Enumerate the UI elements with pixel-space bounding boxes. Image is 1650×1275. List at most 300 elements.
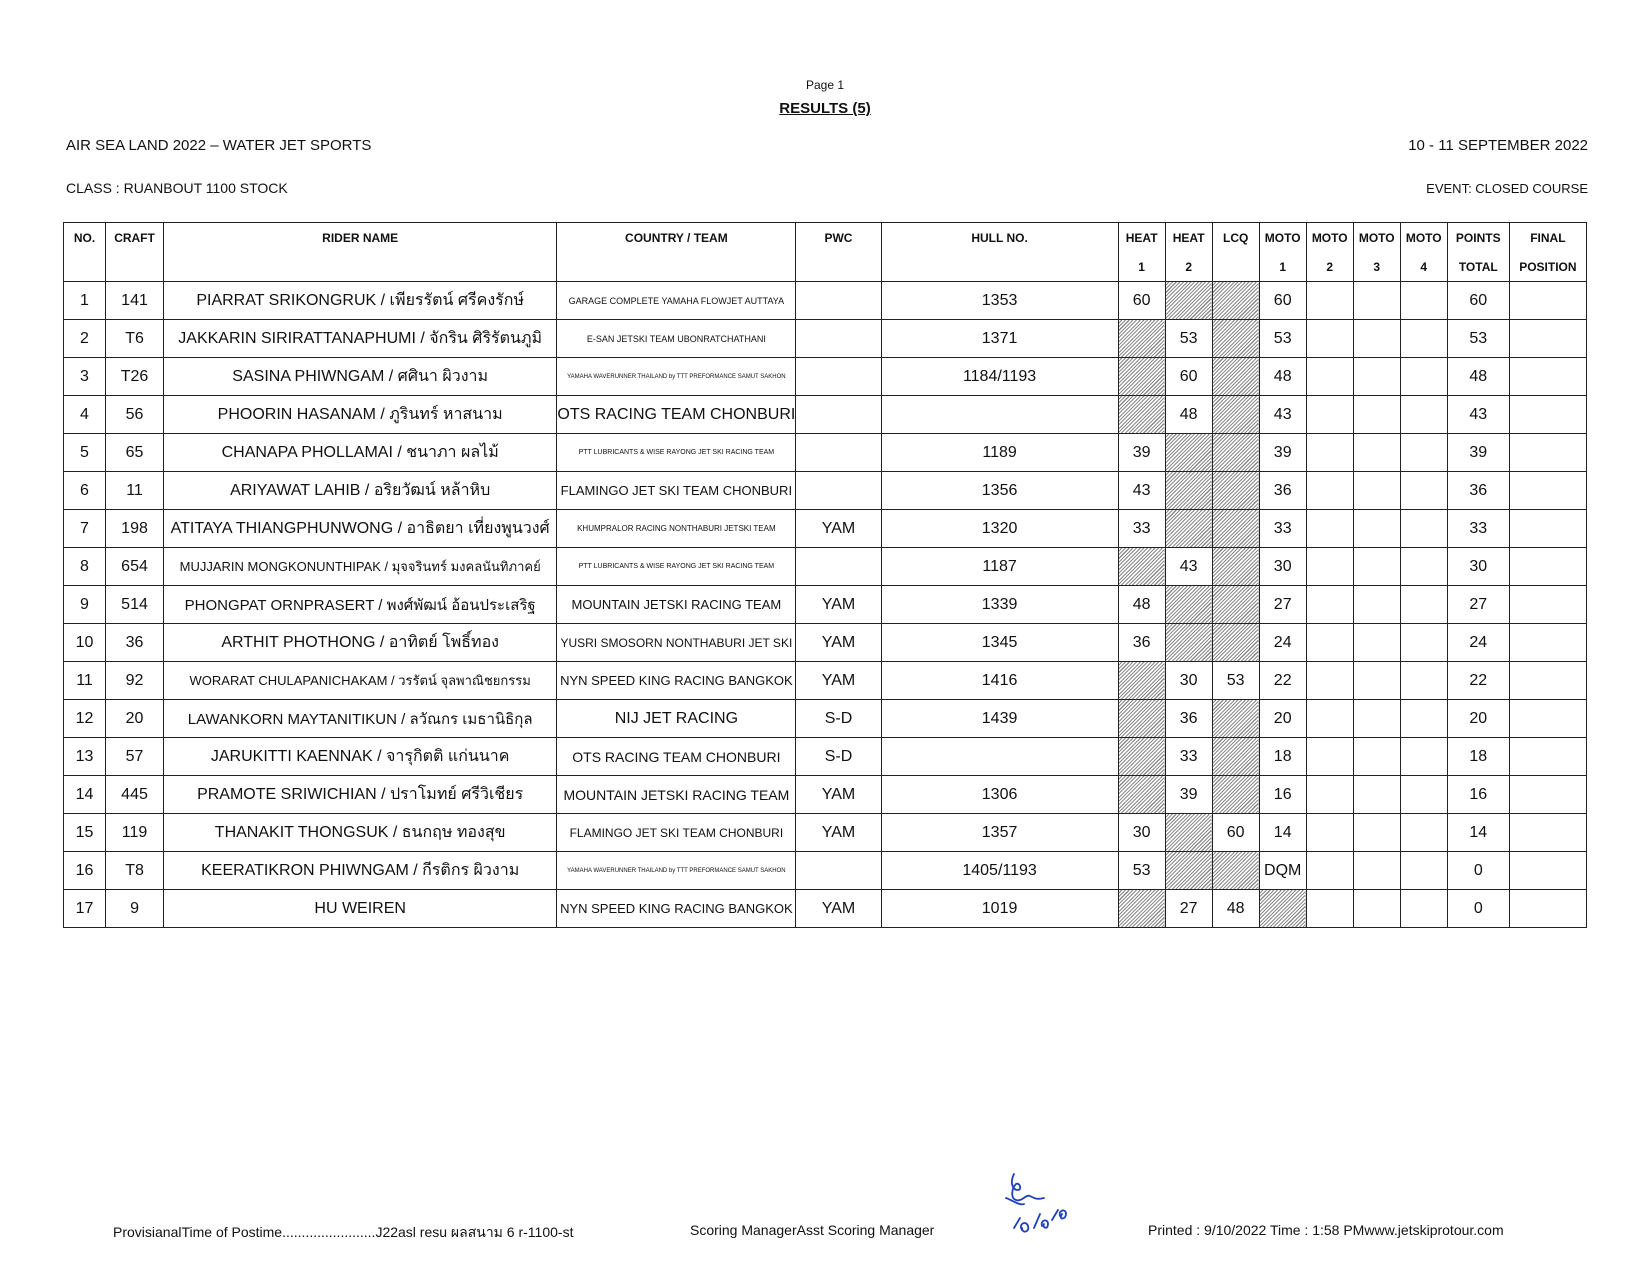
cell-moto-3	[1353, 358, 1400, 396]
footer-printed-info: Printed : 9/10/2022 Time : 1:58 PMwww.jetskiprotour.com	[1148, 1222, 1504, 1238]
cell-team: YUSRI SMOSORN NONTHABURI JET SKI	[557, 624, 796, 662]
col-final: FINAL	[1509, 223, 1586, 253]
cell-pwc: S-D	[796, 700, 881, 738]
cell-moto-4	[1400, 282, 1447, 320]
cell-lcq	[1212, 510, 1259, 548]
cell-heat-1: 30	[1118, 814, 1165, 852]
cell-moto-3	[1353, 814, 1400, 852]
cell-heat-2: 36	[1165, 700, 1212, 738]
table-row	[64, 510, 1587, 548]
cell-moto-2	[1306, 320, 1353, 358]
cell-team: NIJ JET RACING	[557, 700, 796, 738]
col-pwc-sub	[796, 252, 881, 282]
cell-heat-2: 39	[1165, 776, 1212, 814]
cell-moto-1: 22	[1259, 662, 1306, 700]
col-moto-3: MOTO	[1353, 223, 1400, 253]
col-heat-2-sub: 2	[1165, 252, 1212, 282]
cell-final-position	[1509, 700, 1586, 738]
cell-heat-2: 43	[1165, 548, 1212, 586]
cell-moto-1: 18	[1259, 738, 1306, 776]
cell-lcq	[1212, 282, 1259, 320]
cell-hull: 1416	[881, 662, 1118, 700]
col-no-sub	[64, 252, 106, 282]
cell-heat-1	[1118, 700, 1165, 738]
cell-final-position	[1509, 510, 1586, 548]
cell-hull	[881, 738, 1118, 776]
event-name: AIR SEA LAND 2022 – WATER JET SPORTS	[66, 137, 372, 154]
cell-moto-2	[1306, 700, 1353, 738]
cell-moto-2	[1306, 852, 1353, 890]
table-row	[64, 548, 1587, 586]
cell-craft: 654	[106, 548, 164, 586]
cell-final-position	[1509, 738, 1586, 776]
cell-team: MOUNTAIN JETSKI RACING TEAM	[557, 586, 796, 624]
cell-moto-2	[1306, 624, 1353, 662]
cell-moto-3	[1353, 738, 1400, 776]
cell-pwc	[796, 282, 881, 320]
cell-craft: 9	[106, 890, 164, 928]
cell-points-total: 16	[1447, 776, 1509, 814]
cell-heat-2	[1165, 586, 1212, 624]
cell-craft: 514	[106, 586, 164, 624]
header-row-1	[64, 223, 1587, 253]
cell-hull: 1353	[881, 282, 1118, 320]
col-points-sub: TOTAL	[1447, 252, 1509, 282]
cell-lcq	[1212, 548, 1259, 586]
cell-rider: HU WEIREN	[164, 890, 557, 928]
cell-craft: T8	[106, 852, 164, 890]
cell-heat-2	[1165, 852, 1212, 890]
cell-points-total: 20	[1447, 700, 1509, 738]
cell-lcq	[1212, 358, 1259, 396]
col-moto-3-sub: 3	[1353, 252, 1400, 282]
cell-no: 15	[64, 814, 106, 852]
cell-final-position	[1509, 396, 1586, 434]
cell-pwc	[796, 472, 881, 510]
table-row	[64, 852, 1587, 890]
cell-craft: 141	[106, 282, 164, 320]
cell-final-position	[1509, 282, 1586, 320]
col-hull-sub	[881, 252, 1118, 282]
cell-craft: 36	[106, 624, 164, 662]
footer-posting-info: ProvisianalTime of Postime........................J22asl resu ผลสนาม 6 r-1100-st	[113, 1224, 574, 1240]
cell-heat-2	[1165, 472, 1212, 510]
cell-moto-4	[1400, 472, 1447, 510]
cell-hull: 1339	[881, 586, 1118, 624]
cell-heat-1: 60	[1118, 282, 1165, 320]
cell-heat-1: 53	[1118, 852, 1165, 890]
cell-final-position	[1509, 548, 1586, 586]
cell-pwc: YAM	[796, 510, 881, 548]
col-no: NO.	[64, 223, 106, 253]
cell-heat-2	[1165, 282, 1212, 320]
cell-heat-1	[1118, 548, 1165, 586]
cell-pwc: YAM	[796, 586, 881, 624]
cell-rider: THANAKIT THONGSUK / ธนกฤษ ทองสุข	[164, 814, 557, 852]
cell-heat-1: 36	[1118, 624, 1165, 662]
cell-pwc	[796, 358, 881, 396]
cell-rider: JARUKITTI KAENNAK / จารุกิตติ แก่นนาค	[164, 738, 557, 776]
cell-moto-2	[1306, 434, 1353, 472]
cell-rider: WORARAT CHULAPANICHAKAM / วรรัตน์ จุลพาณิชยกรรม	[164, 662, 557, 700]
col-heat-1-sub: 1	[1118, 252, 1165, 282]
cell-final-position	[1509, 776, 1586, 814]
cell-team: OTS RACING TEAM CHONBURI	[557, 396, 796, 434]
cell-heat-1	[1118, 776, 1165, 814]
col-team-sub	[557, 252, 796, 282]
cell-final-position	[1509, 472, 1586, 510]
cell-moto-4	[1400, 700, 1447, 738]
cell-moto-1: 16	[1259, 776, 1306, 814]
cell-no: 13	[64, 738, 106, 776]
cell-moto-2	[1306, 510, 1353, 548]
col-moto-1-sub: 1	[1259, 252, 1306, 282]
col-craft-sub	[106, 252, 164, 282]
cell-lcq	[1212, 396, 1259, 434]
cell-no: 17	[64, 890, 106, 928]
cell-points-total: 60	[1447, 282, 1509, 320]
cell-points-total: 39	[1447, 434, 1509, 472]
cell-final-position	[1509, 320, 1586, 358]
col-moto-4: MOTO	[1400, 223, 1447, 253]
cell-moto-2	[1306, 890, 1353, 928]
cell-moto-3	[1353, 282, 1400, 320]
class-label: CLASS : RUANBOUT 1100 STOCK	[66, 180, 288, 196]
cell-moto-3	[1353, 624, 1400, 662]
cell-hull	[881, 396, 1118, 434]
col-moto-2-sub: 2	[1306, 252, 1353, 282]
cell-lcq	[1212, 586, 1259, 624]
cell-heat-2: 60	[1165, 358, 1212, 396]
cell-heat-2	[1165, 510, 1212, 548]
cell-moto-4	[1400, 586, 1447, 624]
cell-pwc	[796, 852, 881, 890]
cell-no: 3	[64, 358, 106, 396]
cell-heat-1: 39	[1118, 434, 1165, 472]
cell-moto-4	[1400, 890, 1447, 928]
cell-rider: PIARRAT SRIKONGRUK / เพียรรัตน์ ศรีคงรักษ์	[164, 282, 557, 320]
col-lcq-sub	[1212, 252, 1259, 282]
cell-lcq	[1212, 624, 1259, 662]
page-number: Page 1	[805, 78, 845, 92]
cell-pwc: YAM	[796, 776, 881, 814]
cell-craft: T6	[106, 320, 164, 358]
cell-hull: 1320	[881, 510, 1118, 548]
cell-team: YAMAHA WAVERUNNER THAILAND by TTT PREFORMANCE SAMUT SAKHON	[557, 852, 796, 890]
header-row-2	[64, 252, 1587, 282]
cell-moto-2	[1306, 396, 1353, 434]
cell-lcq	[1212, 472, 1259, 510]
cell-points-total: 30	[1447, 548, 1509, 586]
cell-hull: 1306	[881, 776, 1118, 814]
cell-team: NYN SPEED KING RACING BANGKOK	[557, 662, 796, 700]
cell-pwc: YAM	[796, 624, 881, 662]
cell-rider: ARIYAWAT LAHIB / อริยวัฒน์ หล้าหิบ	[164, 472, 557, 510]
cell-craft: 11	[106, 472, 164, 510]
cell-moto-4	[1400, 358, 1447, 396]
cell-team: YAMAHA WAVERUNNER THAILAND by TTT PREFORMANCE SAMUT SAKHON	[557, 358, 796, 396]
cell-moto-1: 39	[1259, 434, 1306, 472]
cell-moto-3	[1353, 548, 1400, 586]
cell-final-position	[1509, 852, 1586, 890]
cell-no: 2	[64, 320, 106, 358]
cell-heat-2: 30	[1165, 662, 1212, 700]
event-type: EVENT: CLOSED COURSE	[1426, 181, 1588, 196]
cell-heat-2	[1165, 624, 1212, 662]
table-row	[64, 586, 1587, 624]
cell-heat-1: 33	[1118, 510, 1165, 548]
cell-team: PTT LUBRICANTS & WISE RAYONG JET SKI RACING TEAM	[557, 548, 796, 586]
cell-pwc: YAM	[796, 662, 881, 700]
cell-moto-2	[1306, 738, 1353, 776]
cell-rider: KEERATIKRON PHIWNGAM / กีรติกร ผิวงาม	[164, 852, 557, 890]
col-heat-1: HEAT	[1118, 223, 1165, 253]
cell-moto-4	[1400, 396, 1447, 434]
cell-craft: 56	[106, 396, 164, 434]
cell-no: 10	[64, 624, 106, 662]
cell-moto-3	[1353, 510, 1400, 548]
results-table	[63, 222, 1587, 928]
cell-team: FLAMINGO JET SKI TEAM CHONBURI	[557, 472, 796, 510]
cell-moto-1: 36	[1259, 472, 1306, 510]
cell-moto-1	[1259, 890, 1306, 928]
cell-moto-2	[1306, 776, 1353, 814]
table-row	[64, 738, 1587, 776]
cell-no: 8	[64, 548, 106, 586]
col-pwc: PWC	[796, 223, 881, 253]
cell-moto-1: 27	[1259, 586, 1306, 624]
cell-rider: ARTHIT PHOTHONG / อาทิตย์ โพธิ์ทอง	[164, 624, 557, 662]
document-title: RESULTS (5)	[779, 100, 871, 117]
cell-moto-2	[1306, 358, 1353, 396]
cell-pwc: YAM	[796, 890, 881, 928]
cell-moto-1: DQM	[1259, 852, 1306, 890]
cell-rider: PRAMOTE SRIWICHIAN / ปราโมทย์ ศรีวิเชียร	[164, 776, 557, 814]
cell-moto-3	[1353, 434, 1400, 472]
cell-lcq: 53	[1212, 662, 1259, 700]
cell-heat-1	[1118, 320, 1165, 358]
col-moto-1: MOTO	[1259, 223, 1306, 253]
cell-heat-1	[1118, 396, 1165, 434]
cell-heat-2	[1165, 814, 1212, 852]
table-row	[64, 434, 1587, 472]
cell-craft: 445	[106, 776, 164, 814]
cell-no: 16	[64, 852, 106, 890]
cell-pwc	[796, 320, 881, 358]
cell-moto-2	[1306, 548, 1353, 586]
cell-lcq	[1212, 852, 1259, 890]
col-lcq: LCQ	[1212, 223, 1259, 253]
cell-heat-2: 27	[1165, 890, 1212, 928]
cell-hull: 1357	[881, 814, 1118, 852]
cell-team: OTS RACING TEAM CHONBURI	[557, 738, 796, 776]
cell-craft: 92	[106, 662, 164, 700]
cell-hull: 1405/1193	[881, 852, 1118, 890]
cell-no: 9	[64, 586, 106, 624]
table-row	[64, 624, 1587, 662]
cell-heat-2: 33	[1165, 738, 1212, 776]
col-points: POINTS	[1447, 223, 1509, 253]
cell-final-position	[1509, 890, 1586, 928]
cell-no: 11	[64, 662, 106, 700]
cell-rider: MUJJARIN MONGKONUNTHIPAK / มุจจรินทร์ มงคลนันทิภาคย์	[164, 548, 557, 586]
cell-final-position	[1509, 624, 1586, 662]
cell-moto-3	[1353, 586, 1400, 624]
col-craft: CRAFT	[106, 223, 164, 253]
cell-moto-4	[1400, 776, 1447, 814]
cell-no: 6	[64, 472, 106, 510]
cell-lcq: 60	[1212, 814, 1259, 852]
cell-moto-2	[1306, 814, 1353, 852]
event-date: 10 - 11 SEPTEMBER 2022	[1408, 137, 1588, 154]
cell-moto-2	[1306, 662, 1353, 700]
cell-heat-2: 53	[1165, 320, 1212, 358]
cell-moto-4	[1400, 852, 1447, 890]
cell-lcq	[1212, 700, 1259, 738]
footer-scoring-managers: Scoring ManagerAsst Scoring Manager	[690, 1222, 935, 1238]
cell-lcq	[1212, 776, 1259, 814]
cell-no: 7	[64, 510, 106, 548]
cell-team: MOUNTAIN JETSKI RACING TEAM	[557, 776, 796, 814]
table-row	[64, 320, 1587, 358]
cell-moto-4	[1400, 624, 1447, 662]
cell-moto-3	[1353, 320, 1400, 358]
cell-no: 12	[64, 700, 106, 738]
col-country-team: COUNTRY / TEAM	[557, 223, 796, 253]
cell-moto-1: 14	[1259, 814, 1306, 852]
cell-moto-4	[1400, 738, 1447, 776]
cell-lcq: 48	[1212, 890, 1259, 928]
cell-hull: 1356	[881, 472, 1118, 510]
cell-moto-1: 30	[1259, 548, 1306, 586]
cell-craft: 57	[106, 738, 164, 776]
cell-lcq	[1212, 320, 1259, 358]
cell-final-position	[1509, 662, 1586, 700]
col-moto-2: MOTO	[1306, 223, 1353, 253]
cell-heat-2	[1165, 434, 1212, 472]
cell-points-total: 18	[1447, 738, 1509, 776]
cell-moto-1: 48	[1259, 358, 1306, 396]
table-row	[64, 396, 1587, 434]
col-rider-name: RIDER NAME	[164, 223, 557, 253]
cell-craft: 65	[106, 434, 164, 472]
cell-team: KHUMPRALOR RACING NONTHABURI JETSKI TEAM	[557, 510, 796, 548]
cell-heat-1: 43	[1118, 472, 1165, 510]
cell-no: 14	[64, 776, 106, 814]
cell-moto-3	[1353, 662, 1400, 700]
cell-moto-1: 43	[1259, 396, 1306, 434]
col-moto-4-sub: 4	[1400, 252, 1447, 282]
cell-final-position	[1509, 434, 1586, 472]
cell-rider: JAKKARIN SIRIRATTANAPHUMI / จักริน ศิริรัตนภูมิ	[164, 320, 557, 358]
cell-moto-1: 60	[1259, 282, 1306, 320]
cell-team: FLAMINGO JET SKI TEAM CHONBURI	[557, 814, 796, 852]
cell-rider: LAWANKORN MAYTANITIKUN / ลวัณกร เมธานิธิกุล	[164, 700, 557, 738]
col-rider-sub	[164, 252, 557, 282]
cell-heat-1	[1118, 738, 1165, 776]
cell-moto-3	[1353, 890, 1400, 928]
cell-points-total: 22	[1447, 662, 1509, 700]
cell-moto-1: 33	[1259, 510, 1306, 548]
cell-heat-2: 48	[1165, 396, 1212, 434]
cell-moto-4	[1400, 320, 1447, 358]
cell-hull: 1371	[881, 320, 1118, 358]
cell-points-total: 0	[1447, 890, 1509, 928]
cell-craft: T26	[106, 358, 164, 396]
table-row	[64, 358, 1587, 396]
col-heat-2: HEAT	[1165, 223, 1212, 253]
cell-points-total: 43	[1447, 396, 1509, 434]
cell-craft: 20	[106, 700, 164, 738]
cell-moto-1: 20	[1259, 700, 1306, 738]
cell-team: E-SAN JETSKI TEAM UBONRATCHATHANI	[557, 320, 796, 358]
table-row	[64, 662, 1587, 700]
cell-hull: 1345	[881, 624, 1118, 662]
cell-moto-1: 24	[1259, 624, 1306, 662]
cell-pwc: S-D	[796, 738, 881, 776]
cell-team: GARAGE COMPLETE YAMAHA FLOWJET AUTTAYA	[557, 282, 796, 320]
cell-no: 5	[64, 434, 106, 472]
cell-points-total: 0	[1447, 852, 1509, 890]
cell-moto-4	[1400, 548, 1447, 586]
cell-heat-1	[1118, 662, 1165, 700]
cell-moto-4	[1400, 434, 1447, 472]
cell-moto-1: 53	[1259, 320, 1306, 358]
cell-final-position	[1509, 586, 1586, 624]
col-hull-no: HULL NO.	[881, 223, 1118, 253]
table-row	[64, 282, 1587, 320]
cell-lcq	[1212, 738, 1259, 776]
cell-hull: 1439	[881, 700, 1118, 738]
cell-moto-3	[1353, 396, 1400, 434]
cell-pwc	[796, 434, 881, 472]
cell-points-total: 53	[1447, 320, 1509, 358]
table-row	[64, 890, 1587, 928]
cell-moto-3	[1353, 472, 1400, 510]
cell-moto-4	[1400, 814, 1447, 852]
cell-final-position	[1509, 814, 1586, 852]
cell-rider: PHONGPAT ORNPRASERT / พงศ์พัฒน์ อ้อนประเสริฐ	[164, 586, 557, 624]
cell-heat-1	[1118, 358, 1165, 396]
cell-rider: PHOORIN HASANAM / ภูรินทร์ หาสนาม	[164, 396, 557, 434]
table-row	[64, 472, 1587, 510]
cell-no: 1	[64, 282, 106, 320]
cell-team: PTT LUBRICANTS & WISE RAYONG JET SKI RACING TEAM	[557, 434, 796, 472]
cell-moto-3	[1353, 852, 1400, 890]
cell-points-total: 24	[1447, 624, 1509, 662]
cell-moto-2	[1306, 282, 1353, 320]
cell-hull: 1189	[881, 434, 1118, 472]
table-row	[64, 700, 1587, 738]
cell-points-total: 33	[1447, 510, 1509, 548]
cell-hull: 1187	[881, 548, 1118, 586]
cell-rider: SASINA PHIWNGAM / ศศินา ผิวงาม	[164, 358, 557, 396]
col-final-sub: POSITION	[1509, 252, 1586, 282]
cell-points-total: 48	[1447, 358, 1509, 396]
cell-pwc	[796, 548, 881, 586]
table-row	[64, 814, 1587, 852]
cell-heat-1: 48	[1118, 586, 1165, 624]
cell-pwc: YAM	[796, 814, 881, 852]
cell-rider: ATITAYA THIANGPHUNWONG / อาธิตยา เที่ยงพูนวงศ์	[164, 510, 557, 548]
cell-team: NYN SPEED KING RACING BANGKOK	[557, 890, 796, 928]
cell-craft: 198	[106, 510, 164, 548]
cell-hull: 1184/1193	[881, 358, 1118, 396]
cell-moto-4	[1400, 662, 1447, 700]
cell-moto-2	[1306, 586, 1353, 624]
cell-rider: CHANAPA PHOLLAMAI / ชนาภา ผลไม้	[164, 434, 557, 472]
cell-pwc	[796, 396, 881, 434]
